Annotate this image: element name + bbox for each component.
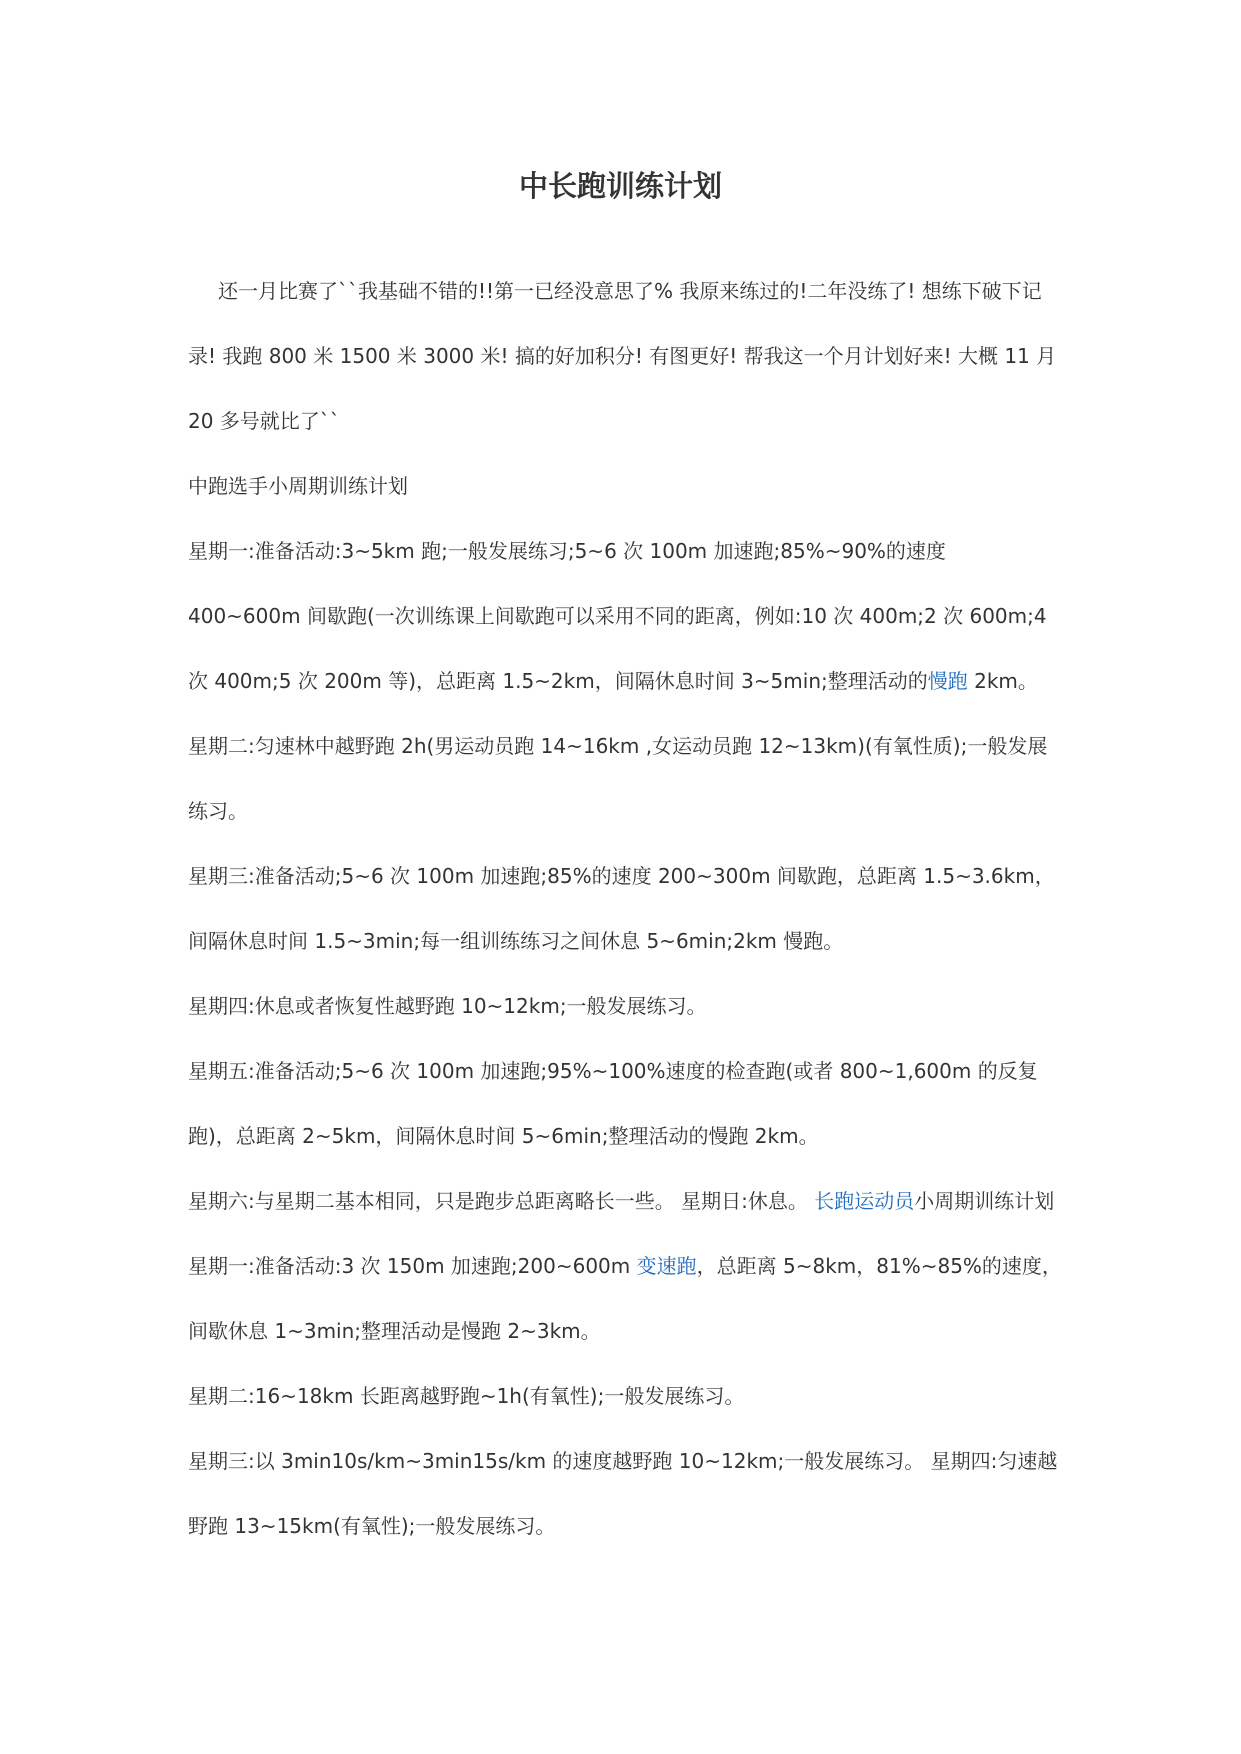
paragraph [188,1429,1063,1559]
paragraph-text: 星期二:16~18km 长距离越野跑~1h(有氧性);一般发展练习。 [188,1384,745,1408]
paragraph-text: 星期五:准备活动;5~6 次 100m 加速跑;95%~100%速度的检查跑(或者 800~1,600m 的反复跑)，总距离 2~5km，间隔休息时间 5~6min;整理活动的慢跑 2km。 [188,1059,1038,1148]
paragraph-text: ，总距离 5~8km，81%~85%的速度，间歇休息 1~3min;整理活动是慢跑 2~3km。 [188,1254,1062,1343]
paragraph-text: 星期二:匀速林中越野跑 2h(男运动员跑 14~16km ,女运动员跑 12~13km)(有氧性质);一般发展练习。 [188,734,1048,823]
inline-link[interactable]: 慢跑 [927,669,968,693]
paragraph [188,259,1063,454]
paragraph [188,714,1063,844]
paragraph [188,454,1063,519]
paragraph-text: 星期三:以 3min10s/km~3min15s/km 的速度越野跑 10~12km;一般发展练习。 星期四:匀速越野跑 13~15km(有氧性);一般发展练习。 [188,1449,1058,1538]
paragraph-text: 中跑选手小周期训练计划 [188,474,408,498]
paragraph-text: 还一月比赛了``我基础不错的!!第一已经没意思了% 我原来练过的!二年没练了! 想练下破下记录! 我跑 800 米 1500 米 3000 米! 搞的好加积分! 有图更好! 帮我这一个月计划好来! 大概 11 月 20 多号就比了`` [188,279,1057,433]
paragraph [188,519,1063,714]
paragraph-text: 小周期训练计划 [914,1189,1055,1213]
paragraph [188,1169,1063,1234]
document-body [188,259,1063,1559]
paragraph [188,1234,1063,1364]
inline-link[interactable]: 变速跑 [636,1254,697,1278]
paragraph-text: 星期六:与星期二基本相同，只是跑步总距离略长一些。 星期日:休息。 [188,1189,815,1213]
paragraph [188,844,1063,974]
inline-link[interactable]: 长跑运动员 [814,1189,915,1213]
paragraph-text: 星期一:准备活动:3 次 150m 加速跑;200~600m [188,1254,637,1278]
paragraph [188,1039,1063,1169]
paragraph-text: 星期三:准备活动;5~6 次 100m 加速跑;85%的速度 200~300m 间歇跑，总距离 1.5~3.6km，间隔休息时间 1.5~3min;每一组训练练习之间休息 5~6min;2km 慢跑。 [188,864,1055,953]
paragraph-text: 星期四:休息或者恢复性越野跑 10~12km;一般发展练习。 [188,994,707,1018]
paragraph [188,974,1063,1039]
paragraph-text: 星期一:准备活动:3~5km 跑;一般发展练习;5~6 次 100m 加速跑;85%~90%的速度 400~600m 间歇跑(一次训练课上间歇跑可以采用不同的距离，例如:10 次 400m;2 次 600m;4 次 400m;5 次 200m 等)，总距离 1.5~2km，间隔休息时间 3~5min;整理活动的 [188,539,1047,693]
paragraph-text: 2km。 [967,669,1038,693]
document-title: 中长跑训练计划 [518,169,722,203]
paragraph [188,1364,1063,1429]
